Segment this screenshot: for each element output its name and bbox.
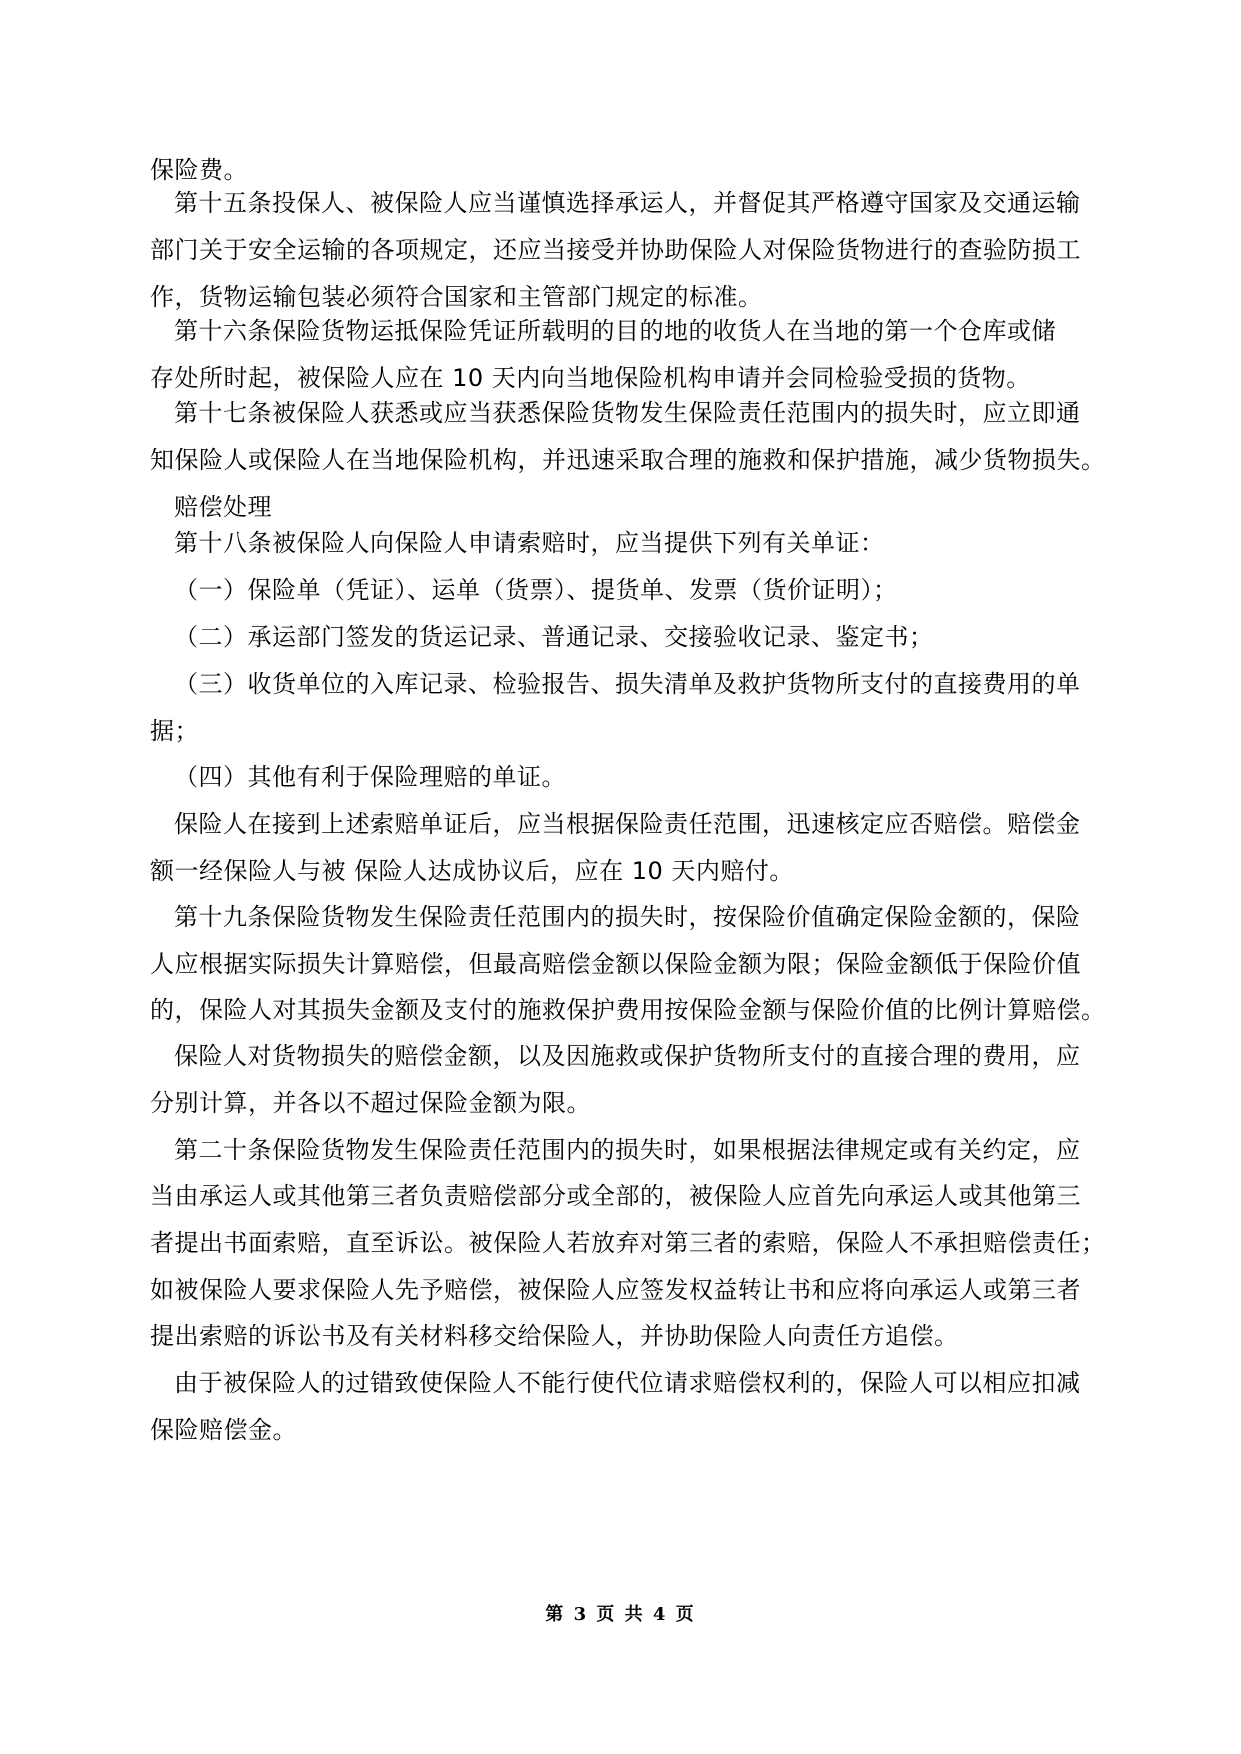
text-line: 者提出书面索赔，直至诉讼。被保险人若放弃对第三者的索赔，保险人不承担赔偿责任； [150, 1229, 1106, 1257]
text-line: 第十六条保险货物运抵保险凭证所载明的目的地的收货人在当地的第一个仓库或储 [174, 317, 1056, 345]
section-heading: 赔偿处理 [174, 493, 272, 521]
text-line: 第十八条被保险人向保险人申请索赔时，应当提供下列有关单证： [174, 529, 885, 557]
text-line: 保险费。 [150, 156, 248, 184]
text-line: 的，保险人对其损失金额及支付的施救保护费用按保险金额与保险价值的比例计算赔偿。 [150, 996, 1106, 1024]
text-line: 第十九条保险货物发生保险责任范围内的损失时，按保险价值确定保险金额的，保险 [174, 903, 1081, 931]
text-line: 分别计算，并各以不超过保险金额为限。 [150, 1089, 591, 1117]
text-line: 人应根据实际损失计算赔偿，但最高赔偿金额以保险金额为限；保险金额低于保险价值 [150, 950, 1081, 978]
text-line: 第十五条投保人、被保险人应当谨慎选择承运人，并督促其严格遵守国家及交通运输 [174, 189, 1081, 217]
text-line: 由于被保险人的过错致使保险人不能行使代位请求赔偿权利的，保险人可以相应扣减 [174, 1369, 1081, 1397]
text-line: 保险人在接到上述索赔单证后，应当根据保险责任范围，迅速核定应否赔偿。赔偿金 [174, 810, 1081, 838]
text-line: 保险赔偿金。 [150, 1416, 297, 1444]
text-line: 第十七条被保险人获悉或应当获悉保险货物发生保险责任范围内的损失时，应立即通 [174, 399, 1081, 427]
list-item: （四）其他有利于保险理赔的单证。 [174, 763, 566, 791]
page-number: 第 3 页 共 4 页 [545, 1604, 696, 1625]
list-item: （三）收货单位的入库记录、检验报告、损失清单及救护货物所支付的直接费用的单 [174, 670, 1081, 698]
text-line: 第二十条保险货物发生保险责任范围内的损失时，如果根据法律规定或有关约定，应 [174, 1136, 1081, 1164]
text-line: 部门关于安全运输的各项规定，还应当接受并协助保险人对保险货物进行的查验防损工 [150, 236, 1081, 264]
text-line: 提出索赔的诉讼书及有关材料移交给保险人，并协助保险人向责任方追偿。 [150, 1322, 959, 1350]
text-line: 知保险人或保险人在当地保险机构，并迅速采取合理的施救和保护措施，减少货物损失。 [150, 446, 1106, 474]
text-line: 如被保险人要求保险人先予赔偿，被保险人应签发权益转让书和应将向承运人或第三者 [150, 1276, 1081, 1304]
text-line: 据； [150, 717, 199, 745]
list-item: （一）保险单（凭证）、运单（货票）、提货单、发票（货价证明）； [174, 576, 898, 604]
text-line: 存处所时起，被保险人应在 10 天内向当地保险机构申请并会同检验受损的货物。 [150, 364, 1031, 392]
text-line: 作，货物运输包装必须符合国家和主管部门规定的标准。 [150, 283, 763, 311]
text-line: 当由承运人或其他第三者负责赔偿部分或全部的，被保险人应首先向承运人或其他第三 [150, 1182, 1081, 1210]
text-line: 额一经保险人与被 保险人达成协议后，应在 10 天内赔付。 [150, 857, 794, 885]
list-item: （二）承运部门签发的货运记录、普通记录、交接验收记录、鉴定书； [174, 623, 934, 651]
text-line: 保险人对货物损失的赔偿金额，以及因施救或保护货物所支付的直接合理的费用，应 [174, 1042, 1081, 1070]
